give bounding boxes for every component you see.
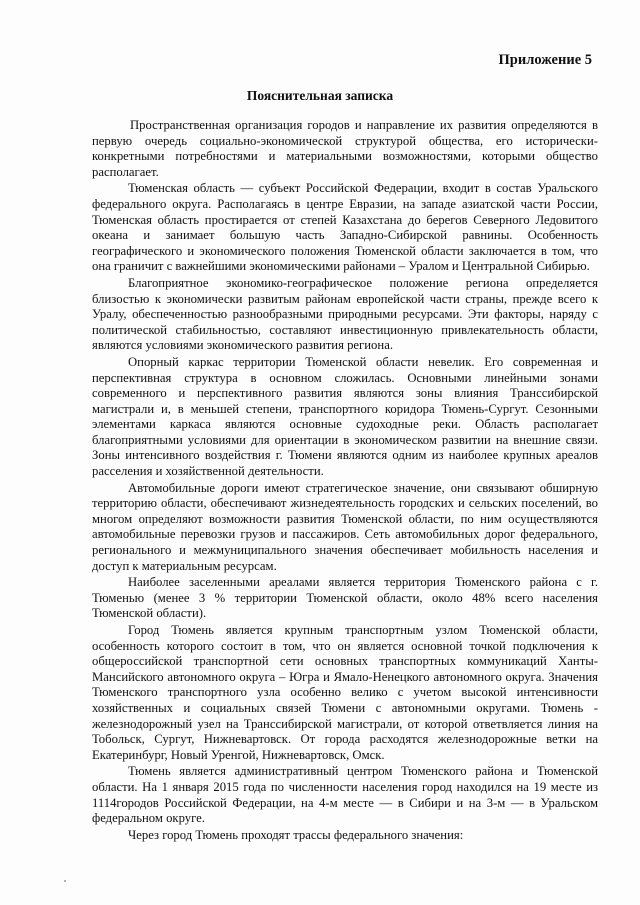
paragraph-2: Тюменская область — субъект Российской Федерации, входит в состав Уральского федерального округа. Располагаясь в центре Евразии, на западе азиатской части России, Тюменская область простирается от степей Казахстана до берегов Северного Ледовитого океана и занимает большую часть Западно-Сибирской равнины. Особенность географического и экономического положения Тюменской области заключается в том, что она граничит с важнейшими экономическими районами – Уралом и Центральной Сибирью. [92,181,598,274]
paragraph-9: Через город Тюмень проходят трассы федерального значения: [128,827,464,842]
document-title: Пояснительная записка [246,88,394,103]
paragraph-8: Тюмень является административный центром Тюменского района и Тюменской области. На 1 января 2015 года по численности населения город находился на 19 месте из 1114городов Российской Федерации, на 4-м месте — в Сибири и на 3-м — в Уральском федеральном округе. [92,764,598,826]
paragraph-6: Наиболее заселенными ареалами является территория Тюменского района с г. Тюменью (менее 3 % территории Тюменской области, около 48% всего населения Тюменской области). [92,575,598,621]
scan-speck [64,880,66,882]
paragraph-3: Благоприятное экономико-географическое положение региона определяется близостью к экономически развитым районам европейской части страны, прежде всего к Уралу, обеспеченностью разнообразными природными ресурсами. Эти факторы, наряду с политической стабильностью, составляют инвестиционную привлекательность области, являются условиями экономического развития региона. [92,275,598,353]
paragraph-1: Пространственная организация городов и направление их развития определяются в первую очередь социально-экономической структурой общества, его исторически-конкретными потребностями и материальными возможностями, которыми общество располагает. [92,118,598,179]
paragraph-7: Город Тюмень является крупным транспортным узлом Тюменской области, особенность которого состоит в том, что он является основной точкой подключения к общероссийской транспортной сети основных транспортных коммуникаций Ханты-Мансийского автономного округа – Югра и Ямало-Ненецкого автономного округа. Значения Тюменского транспортного узла особенно велико с учетом высокой интенсивности хозяйственных и социальных связей Тюмени с автономными округами. Тюмень - железнодорожный узел на Транссибирской магистрали, от которой ответвляется линия на Тобольск, Сургут, Нижневартовск. От города расходятся железнодорожные ветки на Екатеринбург, Новый Уренгой, Нижневартовск, Омск. [92,623,598,762]
paragraph-5: Автомобильные дороги имеют стратегическое значение, они связывают обширную территорию области, обеспечивают жизнедеятельность городских и сельских поселений, во многом определяют возможности развития Тюменской области, по ним осуществляются автомобильные перевозки грузов и пассажиров. Сеть автомобильных дорог федерального, регионального и межмуниципального значения обеспечивает мобильность населения и доступ к материальным ресурсам. [92,480,598,573]
paragraph-4: Опорный каркас территории Тюменской области невелик. Его современная и перспективная структура в основном сложилась. Основными линейными зонами современного и перспективного развития являются зоны влияния Транссибирской магистрали и, в меньшей степени, транспортного коридора Тюмень-Сургут. Сезонными элементами каркаса являются основные судоходные реки. Область располагает благоприятными условиями для ориентации в экономическом развитии на внешние связи. Зоны интенсивного воздействия г. Тюмени являются одним из наиболее крупных ареалов расселения и хозяйственной деятельности. [92,354,598,479]
appendix-label: Приложение 5 [498,52,592,68]
document-body [92,118,598,844]
